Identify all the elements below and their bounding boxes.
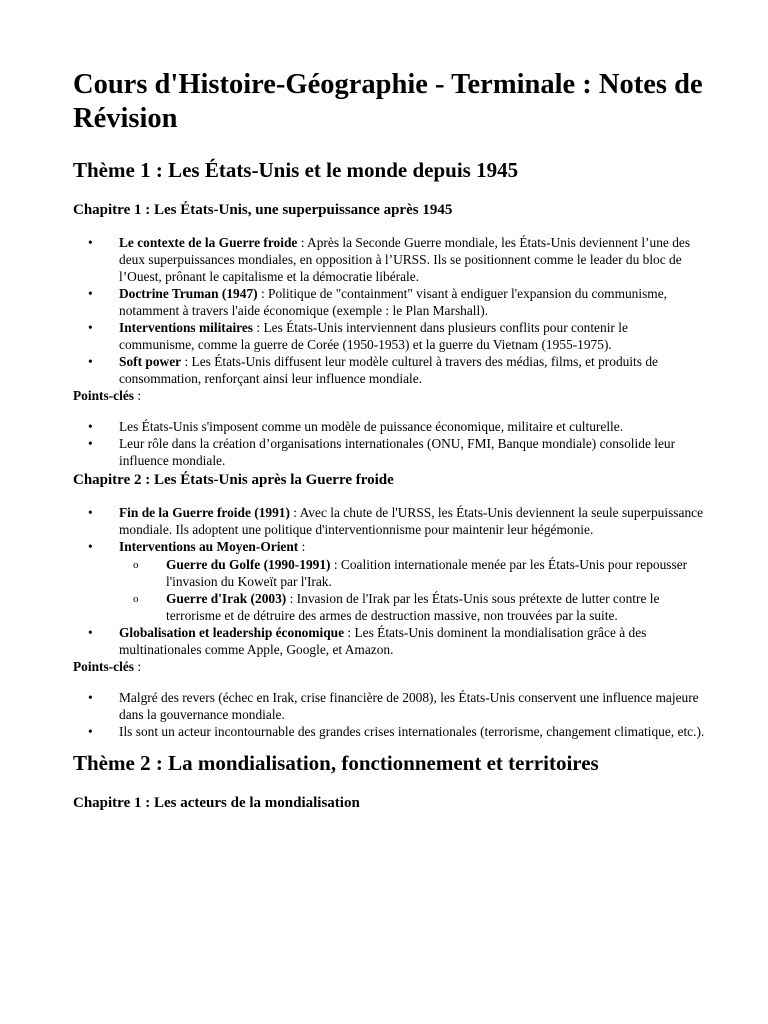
item-term: Doctrine Truman (1947) xyxy=(119,286,258,301)
theme-1-chapter-1-list xyxy=(73,234,706,387)
list-item xyxy=(73,504,706,538)
item-text: : Avec la chute de l'URSS, les États-Unis deviennent la seule superpuissance mondiale. Ils adoptent une politique d'interventionnisme pour maintenir leur hégémonie. xyxy=(119,505,704,537)
keypoints-label: Points-clés xyxy=(73,659,134,674)
theme-1-title: Thème 1 : Les États-Unis et le monde depuis 1945 xyxy=(73,158,519,182)
list-item xyxy=(73,285,706,319)
theme-1-chapter-2-list xyxy=(73,504,706,658)
list-item xyxy=(73,234,706,285)
item-text: : Coalition internationale menée par les États-Unis pour repousser l'invasion du Koweït par l'Irak. xyxy=(166,557,688,589)
document-title: Cours d'Histoire-Géographie - Terminale : Notes de Révision xyxy=(73,69,703,134)
list-item: • Les États-Unis s'imposent comme un modèle de puissance économique, militaire et culturelle. xyxy=(73,418,706,435)
keypoints-heading xyxy=(73,387,706,404)
keypoints-label: Points-clés xyxy=(73,388,134,403)
item-text: : Invasion de l'Irak par les États-Unis sous prétexte de lutter contre le terrorisme et de détruire des armes de destruction massive, non trouvées par la suite. xyxy=(166,591,660,623)
theme-1-chapter-1-keypoints xyxy=(73,418,706,469)
item-term: Soft power xyxy=(119,354,182,369)
list-item: • Ils sont un acteur incontournable des grandes crises internationales (terrorisme, changement climatique, etc.). xyxy=(73,723,706,740)
list-item xyxy=(73,353,706,387)
keypoints-suffix: : xyxy=(134,388,142,403)
item-text: : xyxy=(298,539,306,554)
item-term: Fin de la Guerre froide (1991) xyxy=(119,505,290,520)
item-text: : Politique de "containment" visant à endiguer l'expansion du communisme, notamment à travers l'aide économique (exemple : le Plan Marshall). xyxy=(119,286,668,318)
sub-list-item xyxy=(119,556,706,590)
sub-list xyxy=(119,556,706,624)
theme-2-chapter-1-title: Chapitre 1 : Les acteurs de la mondialisation xyxy=(73,795,360,811)
item-term: Le contexte de la Guerre froide xyxy=(119,235,298,250)
theme-2-title: Thème 2 : La mondialisation, fonctionnement et territoires xyxy=(73,751,599,775)
theme-1-chapter-2-title: Chapitre 2 : Les États-Unis après la Guerre froide xyxy=(73,472,394,488)
item-term: Globalisation et leadership économique xyxy=(119,625,345,640)
item-text: : Les États-Unis diffusent leur modèle culturel à travers des médias, films, et produits de consommation, renforçant ainsi leur influence mondiale. xyxy=(119,354,658,386)
theme-1-chapter-1-title: Chapitre 1 : Les États-Unis, une superpuissance après 1945 xyxy=(73,202,453,218)
list-item xyxy=(73,538,706,624)
list-item xyxy=(73,624,706,658)
sub-list-item xyxy=(119,590,706,624)
theme-1-chapter-2-keypoints xyxy=(73,689,706,740)
item-term: Interventions au Moyen-Orient xyxy=(119,539,299,554)
keypoints-heading xyxy=(73,658,706,675)
item-text: : Après la Seconde Guerre mondiale, les États-Unis deviennent l’une des deux superpuissances mondiales, en opposition à l’URSS. Ils se positionnent comme le leader du bloc de l’Ouest, prônant le capitalisme et la démocratie libérale. xyxy=(119,235,691,284)
item-term: Guerre du Golfe (1990-1991) xyxy=(166,557,331,572)
list-item xyxy=(73,319,706,353)
list-item: • Leur rôle dans la création d’organisations internationales (ONU, FMI, Banque mondiale) consolide leur influence mondiale. xyxy=(73,435,706,469)
item-text: : Les États-Unis dominent la mondialisation grâce à des multinationales comme Apple, Google, et Amazon. xyxy=(119,625,647,657)
item-term: Interventions militaires xyxy=(119,320,254,335)
item-text: : Les États-Unis interviennent dans plusieurs conflits pour contenir le communisme, comme la guerre de Corée (1950-1953) et la guerre du Vietnam (1955-1975). xyxy=(119,320,628,352)
keypoints-suffix: : xyxy=(134,659,142,674)
item-term: Guerre d'Irak (2003) xyxy=(166,591,287,606)
list-item: • Malgré des revers (échec en Irak, crise financière de 2008), les États-Unis conservent une influence majeure dans la gouvernance mondiale. xyxy=(73,689,706,723)
